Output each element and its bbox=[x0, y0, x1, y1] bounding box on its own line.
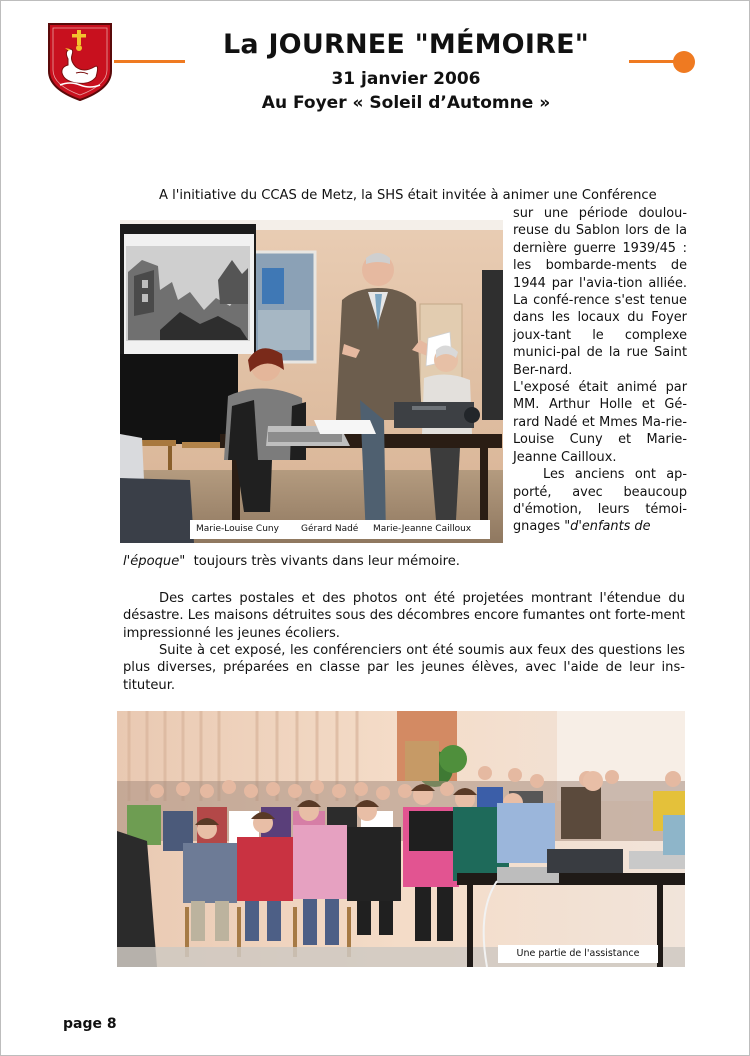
quote-start: "d'enfants de bbox=[564, 519, 651, 535]
page-title: La JOURNEE "MÉMOIRE" bbox=[223, 29, 589, 60]
header-rule-dot bbox=[673, 51, 695, 73]
coat-of-arms-logo bbox=[46, 21, 114, 103]
header-rule-right bbox=[629, 60, 677, 63]
side-paragraph-2: L'exposé était animé par MM. Arthur Holle et Gé-rard Nadé et Mmes Ma-rie-Louise Cuny et Marie-Jeanne Cailloux. bbox=[513, 380, 687, 465]
side-paragraph-1: sur une période doulou-reuse du Sablon lors de la dernière guerre 1939/45 : les bombarde-ments de 1944 par l'avia-tion alliée. La confé-rence s'est tenue dans les locaux du Foyer joux-tant le complexe munici-pal de la rue Saint Ber-nard. bbox=[513, 206, 687, 378]
side-paragraph-3 bbox=[513, 466, 687, 536]
photo-1-caption bbox=[190, 520, 490, 539]
event-date: 31 janvier 2006 bbox=[331, 69, 481, 89]
tail-text: toujours très vivants dans leur mémoire. bbox=[193, 554, 460, 569]
article-side-column bbox=[513, 205, 687, 536]
paragraph-3: Suite à cet exposé, les conférenciers ont été soumis aux feux des questions les plus diverses, préparées en classe par les jeunes élèves, avec l'aide de leur ins-tituteur. bbox=[123, 643, 685, 693]
header-rule-left bbox=[114, 60, 185, 63]
caption-name-3: Marie-Jeanne Cailloux bbox=[373, 524, 472, 534]
photo-2-caption: Une partie de l'assistance bbox=[498, 945, 658, 963]
audience-photo bbox=[117, 711, 685, 967]
article-tail bbox=[123, 553, 685, 570]
page-number: page 8 bbox=[63, 1016, 117, 1032]
conference-photo bbox=[120, 220, 503, 543]
paragraph-2: Des cartes postales et des photos ont été projetées montrant l'étendue du désastre. Les maisons détruites sous des décombres encore fumantes ont forte-ment impressionné les jeunes écoliers. bbox=[123, 591, 685, 641]
quote-end: l'époque" bbox=[123, 554, 186, 569]
event-place: Au Foyer « Soleil d’Automne » bbox=[261, 93, 551, 113]
side-paragraph-3-text: Les anciens ont ap-porté, avec beaucoup d'émotion, leurs témoi-gnages bbox=[513, 467, 687, 535]
caption-name-2: Gérard Nadé bbox=[301, 524, 359, 534]
caption-name-1: Marie-Louise Cuny bbox=[196, 524, 279, 534]
article-intro: A l'initiative du CCAS de Metz, la SHS était invitée à animer une Conférence bbox=[159, 188, 657, 203]
